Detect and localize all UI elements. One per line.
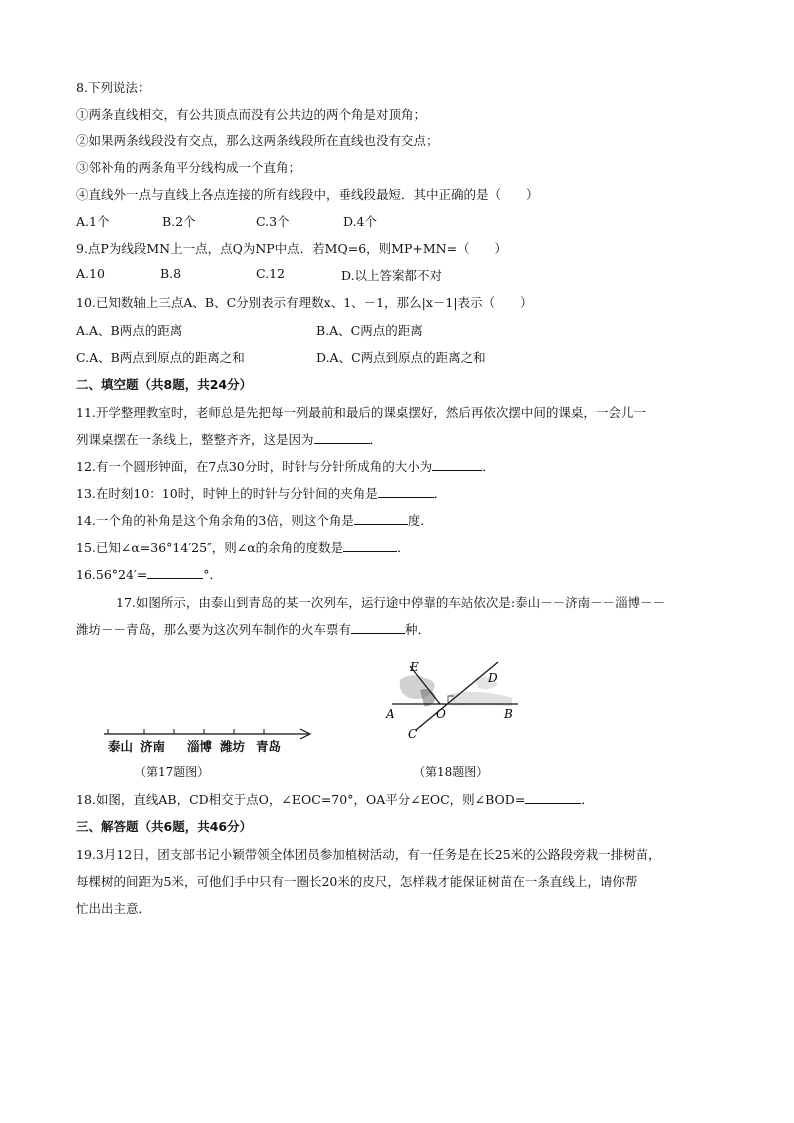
q14-text: 14.一个角的补角是这个角余角的3倍，则这个角是	[76, 513, 354, 528]
section-heading-fill-in: 二、填空题（共8题，共24分）	[76, 377, 253, 392]
q17-end: 种．	[405, 622, 431, 637]
q17-answer-blank[interactable]	[351, 621, 405, 634]
q10-option-a: A.A、B两点的距离	[76, 323, 183, 338]
section-heading-answer: 三、解答题（共6题，共46分）	[76, 819, 253, 834]
q8-statement-4: ④直线外一点与直线上各点连接的所有线段中，垂线段最短．其中正确的是（ ）	[76, 187, 539, 202]
label-o: O	[436, 707, 446, 721]
q15-line	[76, 538, 410, 556]
q13-end: ．	[433, 486, 447, 501]
q13-text: 13.在时刻10：10时，时钟上的时针与分针间的夹角是	[76, 486, 378, 501]
q8-option-d: D.4个	[343, 214, 378, 229]
station-weifang: 潍坊	[220, 739, 246, 754]
q8-statement-1: ①两条直线相交，有公共顶点而没有公共边的两个角是对顶角；	[76, 107, 427, 122]
q9-option-c: C.12	[256, 266, 285, 281]
q11-end: ．	[369, 432, 383, 447]
figure-18-caption: （第18题图）	[413, 765, 489, 779]
q18-answer-blank[interactable]	[525, 791, 581, 804]
q11-line-2	[76, 430, 382, 448]
label-a: A	[386, 707, 395, 721]
figure-18-intersecting-lines	[380, 658, 530, 744]
q8-statement-3: ③邻补角的两条角平分线构成一个直角；	[76, 160, 302, 175]
q19-line-1: 19.3月12日，团支部书记小颖带领全体团员参加植树活动，有一任务是在长25米的公路段旁栽一排树苗，	[76, 847, 661, 862]
q19-line-2: 每棵树的间距为5米，可他们手中只有一圈长20米的皮尺，怎样栽才能保证树苗在一条直线上，请你帮	[76, 874, 638, 889]
q8-option-b: B.2个	[162, 214, 196, 229]
q12-line	[76, 457, 495, 475]
q11-answer-blank[interactable]	[314, 431, 370, 444]
label-b: B	[504, 707, 513, 721]
station-jinan: 济南	[140, 739, 166, 754]
q16-answer-blank[interactable]	[147, 566, 203, 579]
q14-line	[76, 511, 433, 529]
q18-line	[76, 790, 594, 808]
station-taishan: 泰山	[108, 739, 134, 754]
q10-option-b: B.A、C两点的距离	[316, 323, 423, 338]
q16-end: °．	[203, 567, 223, 582]
q15-answer-blank[interactable]	[343, 539, 397, 552]
q17-text: 潍坊－－青岛，那么要为这次列车制作的火车票有	[76, 622, 352, 637]
q16-line	[76, 565, 222, 583]
q16-text: 16.56°24′=	[76, 567, 148, 582]
q8-option-c: C.3个	[256, 214, 290, 229]
q11-text: 列课桌摆在一条线上，整整齐齐，这是因为	[76, 432, 314, 447]
q19-line-3: 忙出出主意．	[76, 901, 152, 916]
q8-statement-2: ②如果两条线段没有交点，那么这两条线段所在直线也没有交点；	[76, 133, 439, 148]
station-qingdao: 青岛	[256, 739, 282, 754]
q15-text: 15.已知∠α=36°14′25″，则∠α的余角的度数是	[76, 540, 344, 555]
q9-option-a: A.10	[76, 266, 105, 281]
q13-line	[76, 484, 446, 502]
q10-option-c: C.A、B两点到原点的距离之和	[76, 350, 245, 365]
label-d: D	[488, 671, 498, 685]
q14-end: 度．	[407, 513, 433, 528]
q8-option-a: A.1个	[76, 214, 110, 229]
q10-text: 10.已知数轴上三点A、B、C分别表示有理数x、1、－1，那么|x－1|表示（ ）	[76, 295, 533, 310]
q9-option-d: D.以上答案都不对	[341, 268, 443, 283]
q11-line-1: 11.开学整理教室时，老师总是先把每一列最前和最后的课桌摆好，然后再依次摆中间的课桌，一会儿一	[76, 405, 646, 420]
q15-end: ．	[397, 540, 410, 555]
q18-end: ．	[581, 792, 594, 807]
figure-17-caption: （第17题图）	[134, 765, 210, 779]
q13-answer-blank[interactable]	[378, 485, 434, 498]
station-zibo: 淄博	[187, 739, 213, 754]
q8-title: 8.下列说法：	[76, 80, 151, 95]
q14-answer-blank[interactable]	[354, 512, 408, 525]
q12-end: ．	[482, 459, 495, 474]
q18-text: 18.如图，直线AB，CD相交于点O，∠EOC=70°，OA平分∠EOC，则∠BOD=	[76, 792, 526, 807]
q9-option-b: B.8	[160, 266, 182, 281]
q12-answer-blank[interactable]	[432, 458, 482, 471]
q17-line-1: 17.如图所示，由泰山到青岛的某一次列车，运行途中停靠的车站依次是:泰山－－济南－－淄博－－	[116, 595, 666, 610]
q10-option-d: D.A、C两点到原点的距离之和	[316, 350, 486, 365]
label-e: E	[410, 660, 419, 674]
q12-text: 12.有一个圆形钟面，在7点30分时，时针与分针所成角的大小为	[76, 459, 433, 474]
label-c: C	[408, 727, 418, 741]
q17-line-2	[76, 620, 430, 638]
q9-text: 9.点P为线段MN上一点，点Q为NP中点．若MQ=6，则MP+MN=（ ）	[76, 241, 508, 256]
